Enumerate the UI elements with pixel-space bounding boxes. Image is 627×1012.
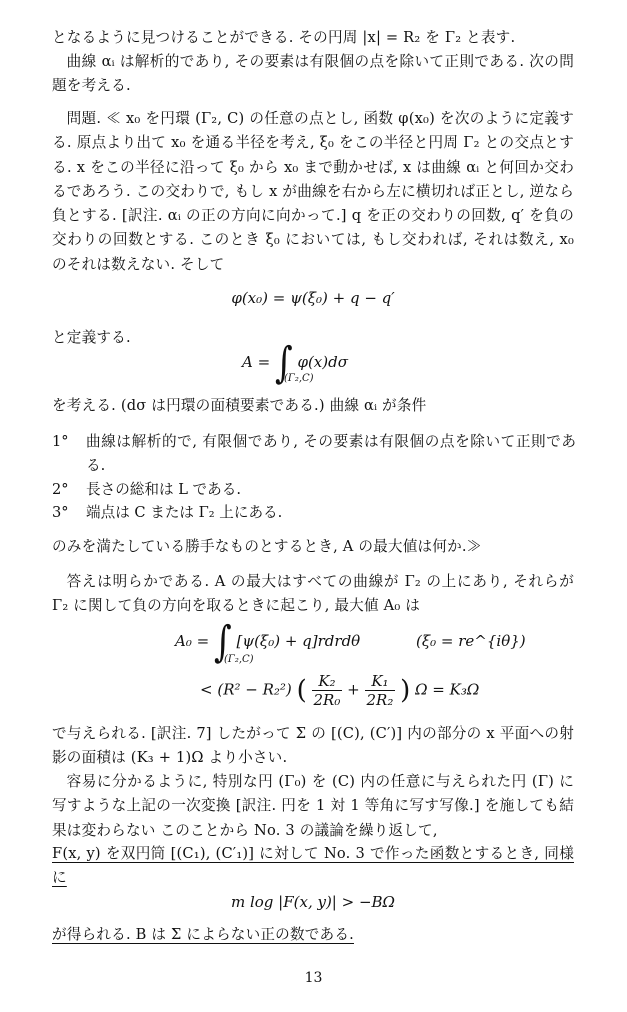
paragraph-define: と定義する. [52,329,131,346]
paragraph-given: で与えられる. [訳注. 7] したがって Σ の [(C), (C′)] 内の部分の x 平面への射影の面積は (K₃ + 1)Ω より小さい. [52,725,574,767]
equation-A0-note: (ξ₀ = re^{iθ}) [416,632,526,650]
underlined-text: F(x, y) を双円筒 [(C₁), (C′₁)] に対して No. 3 で作った函数とするとき, 同様に [52,845,574,887]
paragraph-consider: を考える. (dσ は円環の面積要素である.) 曲線 αᵢ が条件 [52,397,427,414]
underlined-text: が得られる. B は Σ によらない正の数である. [52,926,354,943]
paragraph-easy: 容易に分かるように, 特別な円 (Γ₀) を (C) 内の任意に与えられた円 (Γ) に写すような上記の一次変換 [訳注. 円を 1 対 1 等角に写す写像.] を施しても結果は変わらない このことから No. 3 の議論を繰り返して, [52,773,574,839]
equation-A0-domain: (Γ₂,C) [224,654,254,665]
paragraph-problem: 問題. ≪ x₀ を円環 (Γ₂, C) の任意の点とし, 函数 φ(x₀) を次のように定義する. 原点より出て x₀ を通る半径を考え, ξ₀ をこの半径と円周 Γ₂ との交点とする. x をこの半径に沿って ξ₀ から x₀ まで動かせば, x は曲線 αᵢ と何回か交わるであろう. この交わりで, もし x が曲線を右から左に横切れば正とし, 逆なら負とする. [訳注. αᵢ の正の方向に向かって.] q を正の交わりの回数, q′ を負の交わりの回数とする. このとき ξ₀ においては, もし交われば, それは数え, x₀ のそれは数えない. そして [52,110,574,273]
equation-A-lhs: A = [242,353,271,371]
condition-text: 曲線は解析的で, 有限個であり, その要素は有限個の点を除いて正則である. [86,433,576,475]
condition-number: 1° [52,433,69,450]
page-number: 13 [304,970,323,986]
equation-A-rhs: φ(x)dσ [297,353,348,371]
condition-item [0,430,627,480]
equation-A0-rhs: [ψ(ξ₀) + q]rdrdθ [236,632,361,650]
fraction-K2: $\frac{\text{K₂}}{\text{2R₀}}$ [313,672,341,709]
integral-sign: ∫ [274,338,293,388]
condition-text: 端点は C または Γ₂ 上にある. [86,504,283,521]
equation-phi-definition: φ(x₀) = ψ(ξ₀) + q − q′ [231,289,395,307]
equation-bound-left: < (R² − R₂²) [200,680,292,699]
equation-A0-lhs: A₀ = [175,632,210,650]
equation-bound-right: Ω = K₃Ω [415,680,480,699]
condition-number: 2° [52,481,69,498]
condition-number: 3° [52,504,69,521]
paragraph-result [52,923,574,947]
equation-bound: < (R² − R₂²) ( $\frac{\text{K₂}}{\text{2R₀}}$ + $\frac{\text{K₁}}{\text{2R₂}}$ ) Ω = K₃Ω [200,672,480,709]
condition-item [0,478,627,502]
paragraph-answer: 答えは明らかである. A の最大はすべての曲線が Γ₂ の上にあり, それらが Γ₂ に関して負の方向を取るときに起こり, 最大値 A₀ は [52,573,574,615]
condition-item [0,501,627,525]
equation-log-bound: m log |F(x, y)| > −BΩ [230,893,395,911]
paragraph-function-F [52,842,574,891]
fraction-K1: $\frac{\text{K₁}}{\text{2R₂}}$ [366,672,394,709]
condition-text: 長さの総和は L である. [86,481,241,498]
paragraph-circle-definition: となるように見つけることができる. その円周 |x| = R₂ を Γ₂ と表す. [52,29,516,46]
paragraph-question: のみを満たしている勝手なものとするとき, A の最大値は何か.≫ [52,538,482,555]
integral-sign: ∫ [213,617,232,667]
equation-A-domain: (Γ₂,C) [284,373,314,384]
paragraph-curves-analytic: 曲線 αᵢ は解析的であり, その要素は有限個の点を除いて正則である. 次の問題を考える. [52,53,574,95]
